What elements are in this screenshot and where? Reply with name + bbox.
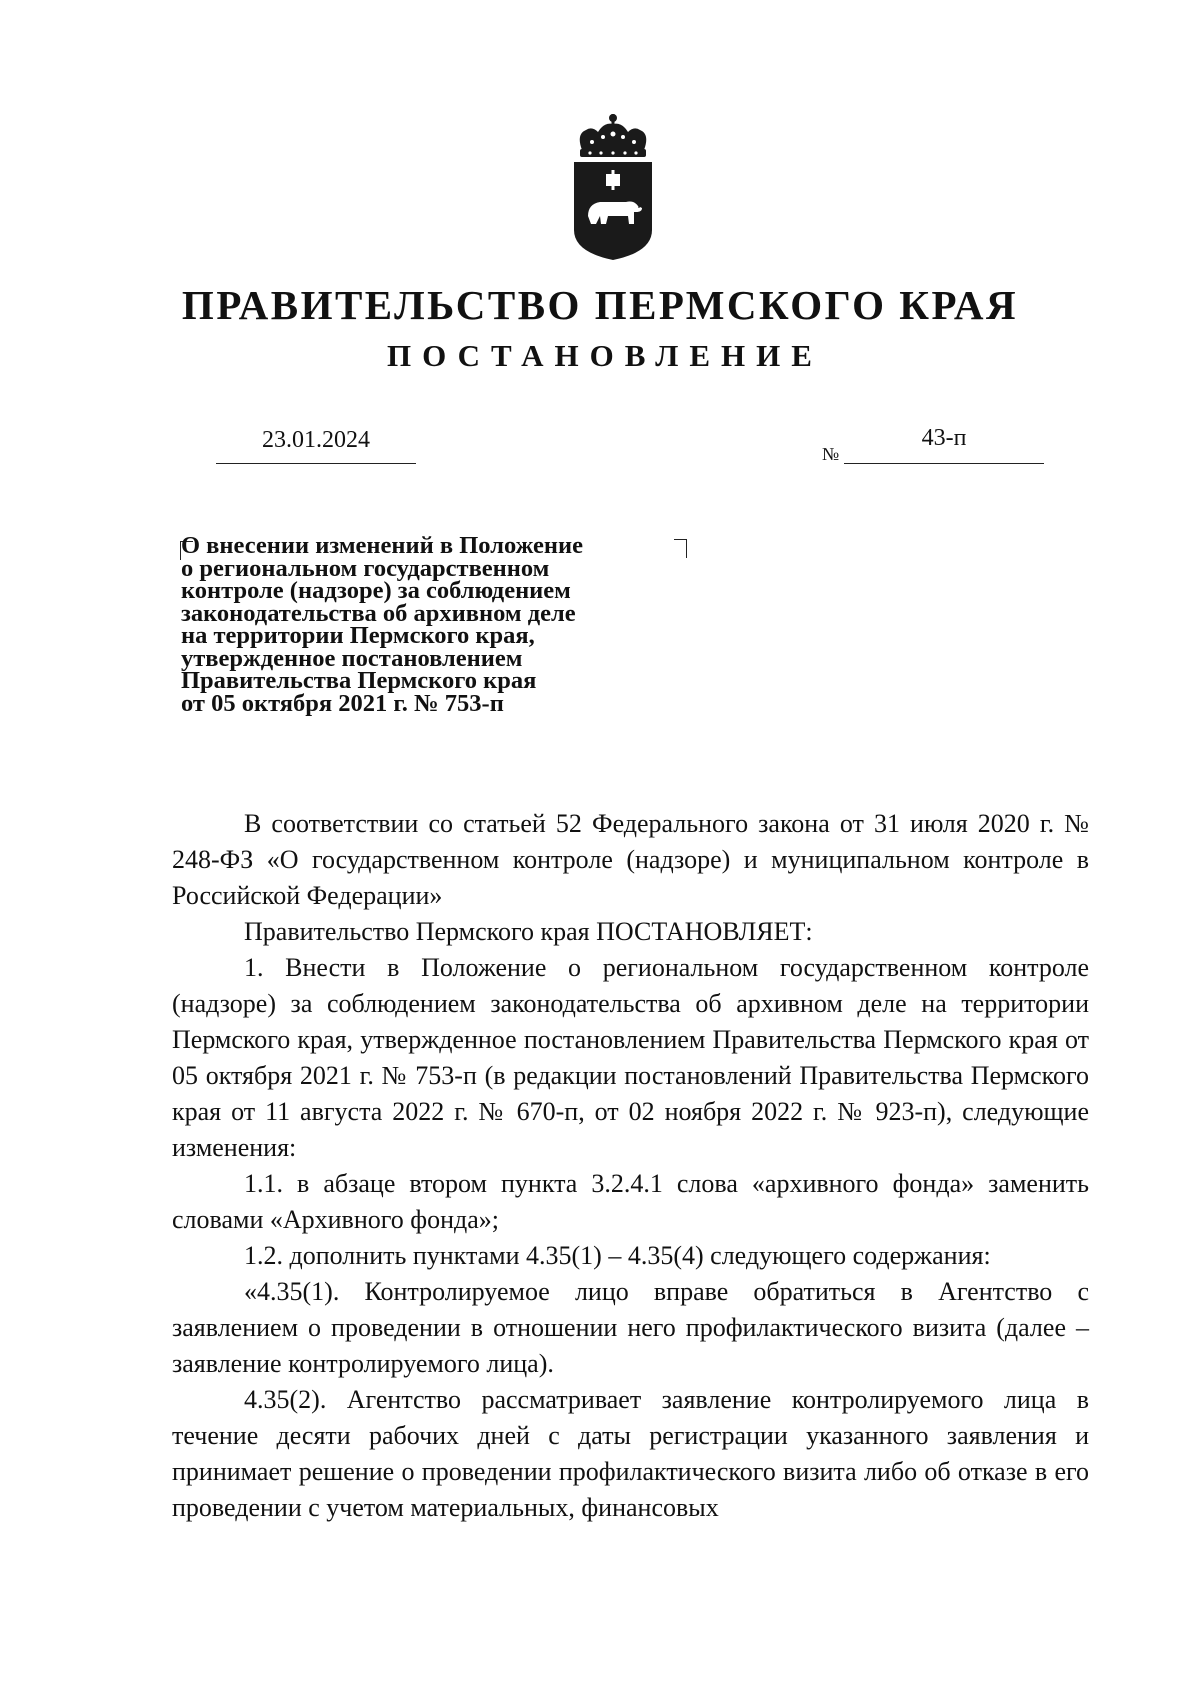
subject-line: О внесении изменений в Положение [181, 532, 584, 559]
subject-line: о региональном государственном [181, 554, 550, 582]
body-paragraph: 4.35(2). Агентство рассматривает заявление контролируемого лица в течение десяти рабочих дней с даты регистрации указанного заявления и принимает решение о проведении профилактического визита либо об отказе в его проведении с учетом материальных, финансовых [172, 1385, 1089, 1522]
subject-line: утвержденное постановлением [181, 644, 523, 672]
body-paragraph: Правительство Пермского края ПОСТАНОВЛЯЕТ: [244, 917, 813, 946]
body-paragraph: 1.1. в абзаце втором пункта 3.2.4.1 слова «архивного фонда» заменить словами «Архивного фонда»; [172, 1169, 1089, 1234]
number-label: № [822, 444, 840, 464]
body-paragraph: 1. Внести в Положение о региональном государственном контроле (надзоре) за соблюдением законодательства об архивном деле на территории Пермского края, утвержденное постановлением Правительства Пермского края от 05 октября 2021 г. № 753-п (в редакции постановлений Правительства Пермского края от 11 августа 2022 г. № 670-п, от 02 ноября 2022 г. № 923-п), следующие изменения: [172, 953, 1089, 1162]
organization-title: ПРАВИТЕЛЬСТВО ПЕРМСКОГО КРАЯ [181, 282, 1019, 328]
subject-corner-mark-right [674, 539, 687, 558]
document-subject [181, 532, 661, 717]
body-paragraph: В соответствии со статьей 52 Федерального закона от 31 июля 2020 г. № 248-ФЗ «О государственном контроле (надзоре) и муниципальном контроле в Российской Федерации» [172, 809, 1089, 910]
subject-line: контроле (надзоре) за соблюдением [181, 577, 571, 604]
body-paragraph: «4.35(1). Контролируемое лицо вправе обратиться в Агентство с заявлением о проведении в отношении него профилактического визита (далее – заявление контролируемого лица). [172, 1277, 1089, 1378]
subject-line: от 05 октября 2021 г. № 753-п [181, 689, 504, 717]
document-body [172, 806, 1089, 1526]
subject-line: на территории Пермского края, [181, 622, 535, 649]
coat-of-arms-icon [570, 112, 656, 262]
document-date: 23.01.2024 [216, 427, 416, 464]
subject-line: Правительства Пермского края [181, 667, 537, 694]
document-number: 43-п [844, 425, 1044, 464]
subject-line: законодательства об архивном деле [181, 599, 576, 627]
document-type-heading: ПОСТАНОВЛЕНИЕ [387, 338, 823, 373]
body-paragraph: 1.2. дополнить пунктами 4.35(1) – 4.35(4) следующего содержания: [244, 1241, 991, 1270]
